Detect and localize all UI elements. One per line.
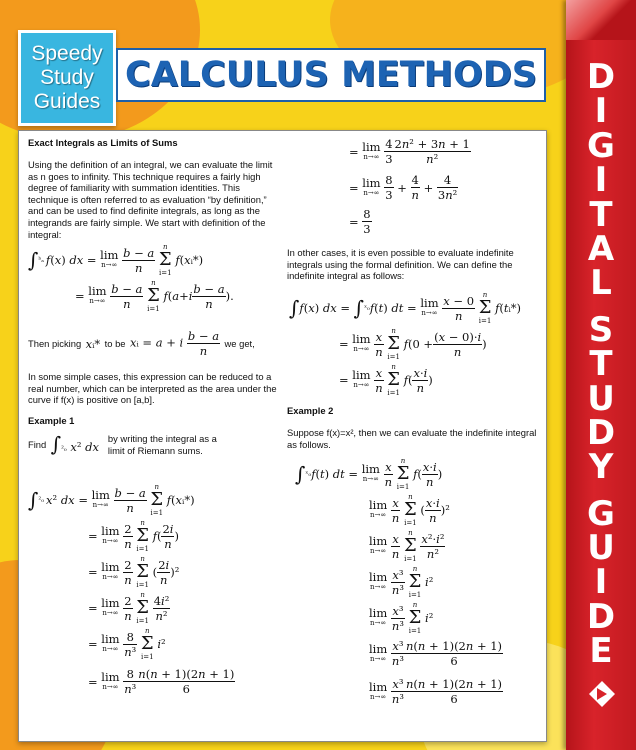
brand-arrow-icon [585,677,619,711]
spine-word [572,57,630,304]
spine-letter: G [587,125,615,166]
spine-letter: A [587,228,615,269]
indefinite-definition-3: = lim n→∞ $\frac{x}{n}$ n Σ i=1 f ( $\frac{x\cdot i}{n}$ ) [339,363,433,397]
example-2-paragraph: Suppose f(x)=x², then we can evaluate the indefinite integral as follows. [287,427,537,450]
example-1-step: = lim n→∞ $\frac{2}{n}$ n Σ i=1 f ( $\frac{2i}{n}$ ) [88,519,179,553]
section-heading: Exact Integrals as Limits of Sums [28,137,178,148]
example-2-step: lim n→∞ $\frac{\text{x³}}{\text{n³}}$ n Σ i=1 i ² [369,601,434,635]
spine-letter: S [588,309,614,350]
example-1-step: = lim n→∞ $\frac{8}{\text{n³}}$ n Σ i=1 i ² [88,627,166,661]
example-2-step: lim n→∞ $\frac{\text{x³}}{\text{n³}}$ $\frac{n(n + 1)(2n + 1)}{6}$ [369,639,503,668]
definition-equation: ∫ ᵇₐ f ( x ) dx = lim n→∞ $\frac{b - a}{n}$ n Σ i=1 f ( x ᵢ*) [28,243,204,277]
spine-letter: L [590,263,612,304]
title-bar [116,48,546,102]
example-2-heading: Example 2 [287,405,334,416]
content-panel [18,130,547,742]
example-2-step: lim n→∞ $\frac{x}{n}$ n Σ i=1 $\frac{\text{x²·i²}}{\text{n²}}$ [369,529,445,563]
example-2-step: lim n→∞ $\frac{\text{x³}}{\text{n³}}$ n Σ i=1 i ² [369,565,434,599]
example-1-heading: Example 1 [28,415,75,426]
find-text: Find [28,438,47,450]
spine-letter: D [586,57,616,97]
spine-title [572,57,630,672]
picking-text: Then picking [28,337,82,349]
continuation-step: = lim n→∞ $\frac{4}{3}$ $\frac{\text{2n² + 3n + 1}}{\text{n²}}$ [349,137,470,166]
example-1-step: = lim n→∞ $\frac{2}{n}$ n Σ i=1 $\frac{\text{4i²}}{\text{n²}}$ [88,591,170,625]
spine-letter: U [587,528,615,569]
spine-letter: I [594,562,608,603]
page-title: CALCULUS METHODS [125,55,537,95]
indefinite-definition: ∫ f ( x ) dx = ∫ ˣ₀ f ( t ) dt = lim n→∞ $\frac{x - 0}{n}$ n Σ i=1 f ( t ᵢ*) [289,291,522,325]
spine-letter: U [587,378,615,419]
find-line: Find ∫²₀ x² dx by writing the integral as a limit of Riemann sums. [28,433,223,456]
example-1-step: = lim n→∞ $\frac{8}{\text{n³}}$ $\frac{n(n + 1)(2n + 1)}{6}$ [88,667,235,696]
spine-word [572,493,630,672]
brand-line: Speedy [31,42,103,65]
example-2-step: lim n→∞ $\frac{x}{n}$ n Σ i=1 ( $\frac{x\cdot i}{n}$ )² [369,493,450,527]
brand-line: Study [40,66,94,89]
picking-line: Then picking xᵢ* to be xᵢ = a + i $\frac{b - a}{n}$ we get, [28,329,255,358]
spine-word [572,309,630,488]
find-text: by writing the integral as a limit of Riemann sums. [107,433,217,456]
indefinite-paragraph: In other cases, it is even possible to evaluate indefinite integrals using the formal definition. We can define the indefinite integral as follows: [287,247,514,282]
page-curl [566,0,636,40]
brand-logo [18,30,116,126]
brand-line: Guides [33,90,101,113]
indefinite-definition-2: = lim n→∞ $\frac{x}{n}$ n Σ i=1 f (0 + $\frac{(x - 0)\cdot i}{n}$ ) [339,327,487,361]
spine-letter: E [589,631,613,672]
example-2-step: ∫ ˣ₀ f ( t ) dt = lim n→∞ $\frac{x}{n}$ n Σ i=1 f ( $\frac{x\cdot i}{n}$ ) [295,457,443,491]
spine-letter: I [594,91,608,132]
spine-letter: G [587,493,615,534]
definition-equation-2: = lim n→∞ $\frac{b - a}{n}$ n Σ i=1 f ( a + i $\frac{b - a}{n}$ ). [75,279,234,313]
example-2-step: lim n→∞ $\frac{\text{x³}}{\text{n³}}$ $\frac{n(n + 1)(2n + 1)}{6}$ [369,677,503,706]
spine-letter: T [589,344,613,385]
intro-paragraph: Using the definition of an integral, we can evaluate the limit as n goes to infinity. This technique requires a fairly high degree of familiarity with summation identities. This technique is often referred to as evaluation “by definition,” and can be used to find definite integrals, as long as the integrands are fairly simple. We start with definition of the integral: [28,159,273,240]
spine-letter: I [594,160,608,201]
continuation-step: = lim n→∞ $\frac{8}{3}$ + $\frac{4}{n}$ + $\frac{4}{\text{3n²}}$ [349,173,458,202]
simple-cases-paragraph: In some simple cases, this expression can be reduced to a real number, which can be interpreted as the area under the curve if f(x) is positive on [a,b]. [28,371,277,406]
picking-text: we get, [224,337,255,349]
spine-letter: D [586,412,616,453]
spine-letter: Y [588,447,614,488]
example-1-step: = lim n→∞ $\frac{2}{n}$ n Σ i=1 ( $\frac{2i}{n}$ )² [88,555,180,589]
picking-text: to be [104,337,126,349]
example-1-step: ∫ ²₀ x ² dx = lim n→∞ $\frac{b - a}{n}$ n Σ i=1 f ( x ᵢ*) [28,483,195,517]
continuation-result: = $\frac{8}{3}$ [349,207,371,236]
spine-letter: T [589,194,613,235]
spine-letter: D [586,596,616,637]
